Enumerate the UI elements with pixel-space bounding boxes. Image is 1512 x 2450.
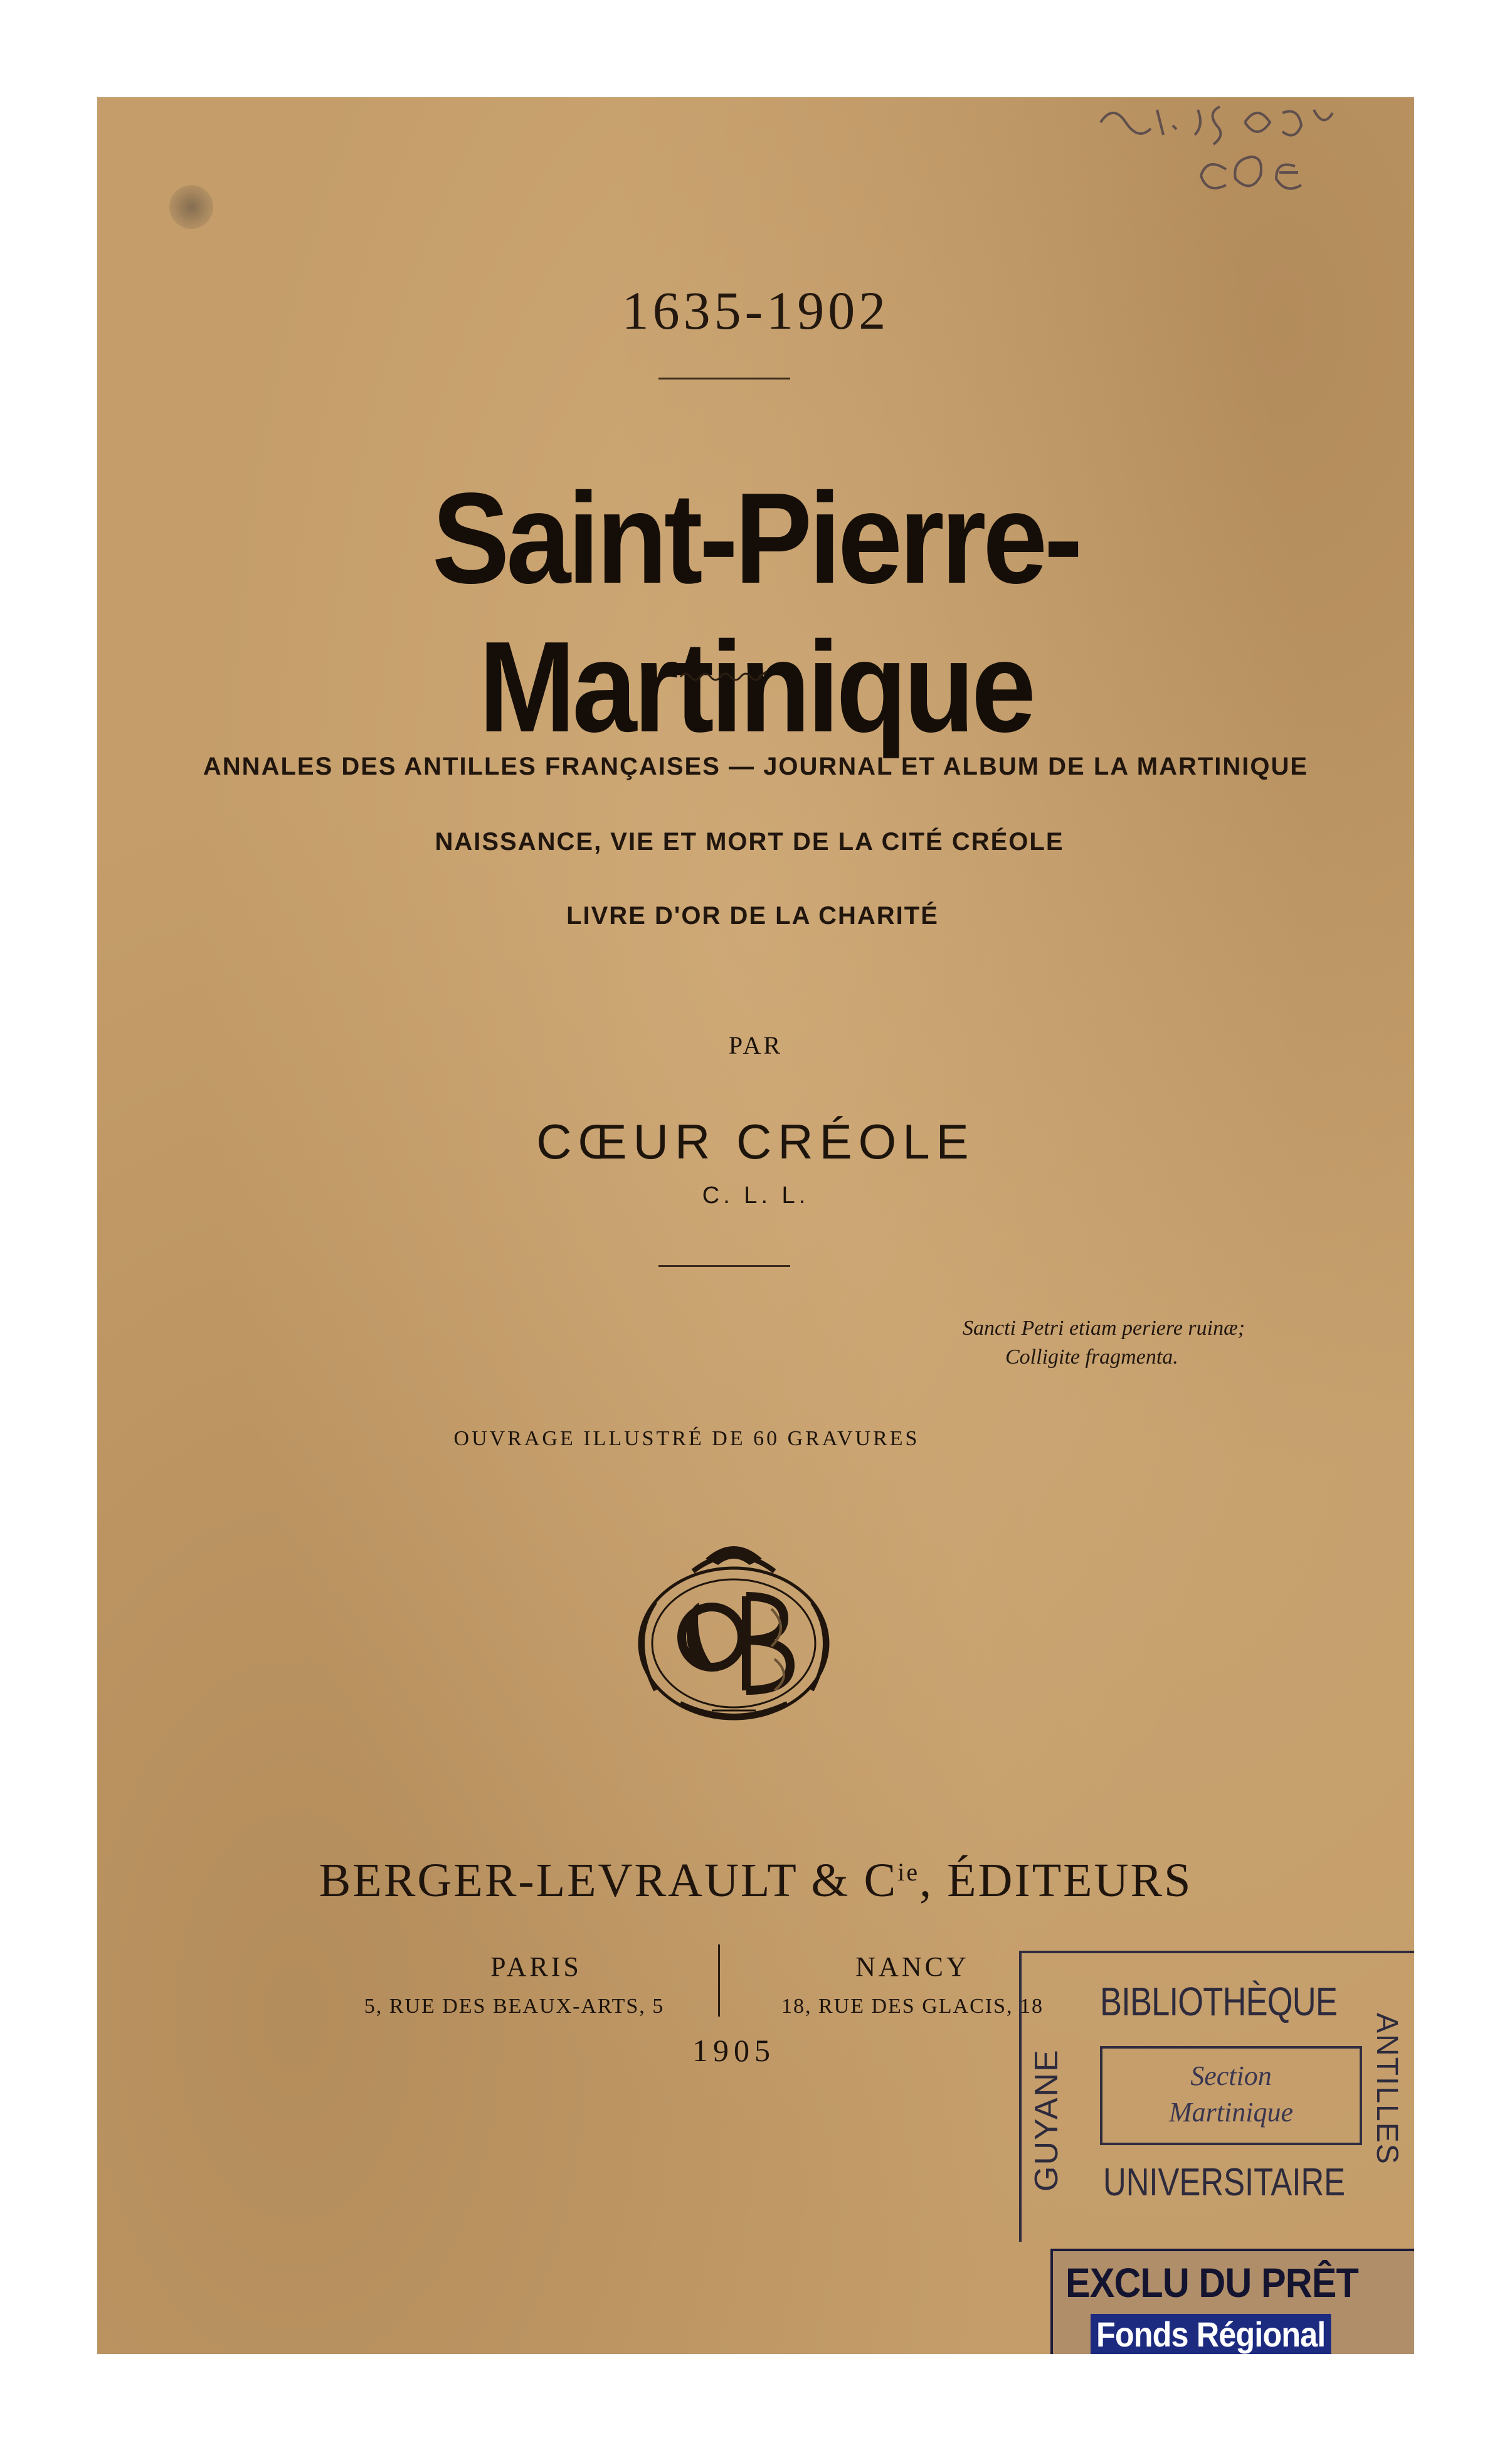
subtitle-line-1: ANNALES DES ANTILLES FRANÇAISES — JOURNAL ET ALBUM DE LA MARTINIQUE xyxy=(203,753,1309,780)
book-title: Saint-Pierre-Martinique xyxy=(431,466,1080,759)
stamp-footer: UNIVERSITAIRE xyxy=(1103,2161,1346,2204)
address-paris: 5, RUE DES BEAUX-ARTS, 5 xyxy=(364,1995,665,2018)
stamp-section-box xyxy=(1100,2046,1362,2145)
subtitle-line-2: NAISSANCE, VIE ET MORT DE LA CITÉ CRÉOLE xyxy=(435,828,1064,856)
latin-motto xyxy=(963,1314,1245,1372)
by-label: PAR xyxy=(728,1031,783,1059)
author-initials: C. L. L. xyxy=(702,1182,810,1209)
divider-rule xyxy=(658,378,790,379)
city-divider xyxy=(718,1944,720,2017)
publisher-suffix: , ÉDITEURS xyxy=(919,1854,1193,1907)
years-heading: 1635-1902 xyxy=(621,280,890,341)
address-nancy: 18, RUE DES GLACIS, 18 xyxy=(781,1995,1044,2018)
publisher-monogram-emblem xyxy=(618,1534,850,1734)
ink-stain xyxy=(169,185,213,229)
publisher-superscript: ie xyxy=(897,1858,920,1886)
ornament-squiggle xyxy=(677,668,771,683)
illustrated-note: OUVRAGE ILLUSTRÉ DE 60 GRAVURES xyxy=(453,1427,920,1450)
publisher-name: BERGER-LEVRAULT & C xyxy=(319,1854,898,1907)
motto-line: Sancti Petri etiam periere ruinæ; xyxy=(963,1317,1245,1340)
library-stamp xyxy=(1019,1951,1414,2242)
stamp-section-line-2: Martinique xyxy=(1169,2097,1293,2128)
stamp-section-line-1: Section xyxy=(1190,2060,1272,2091)
stamp-left-side: GUYANE xyxy=(1028,2049,1065,2192)
exclusion-line-1: EXCLU DU PRÊT xyxy=(1065,2259,1358,2306)
title-page xyxy=(97,97,1414,2354)
divider-rule xyxy=(658,1265,790,1267)
subtitle-line-3: LIVRE D'OR DE LA CHARITÉ xyxy=(566,902,939,930)
stamp-right-side: ANTILLES xyxy=(1370,2013,1404,2165)
motto-line: Colligite fragmenta. xyxy=(1005,1345,1178,1369)
handwritten-call-number xyxy=(1063,97,1414,223)
city-nancy: NANCY xyxy=(855,1951,970,1982)
publisher-line xyxy=(97,1853,1414,1908)
exclusion-stamp xyxy=(1050,2249,1414,2354)
stamp-section-text xyxy=(1102,2058,1360,2131)
stamp-header: BIBLIOTHÈQUE xyxy=(1100,1979,1338,2024)
exclusion-line-2: Fonds Régional xyxy=(1091,2314,1331,2354)
publication-year: 1905 xyxy=(692,2033,775,2068)
author-name: CŒUR CRÉOLE xyxy=(536,1114,975,1169)
city-paris: PARIS xyxy=(490,1951,582,1982)
